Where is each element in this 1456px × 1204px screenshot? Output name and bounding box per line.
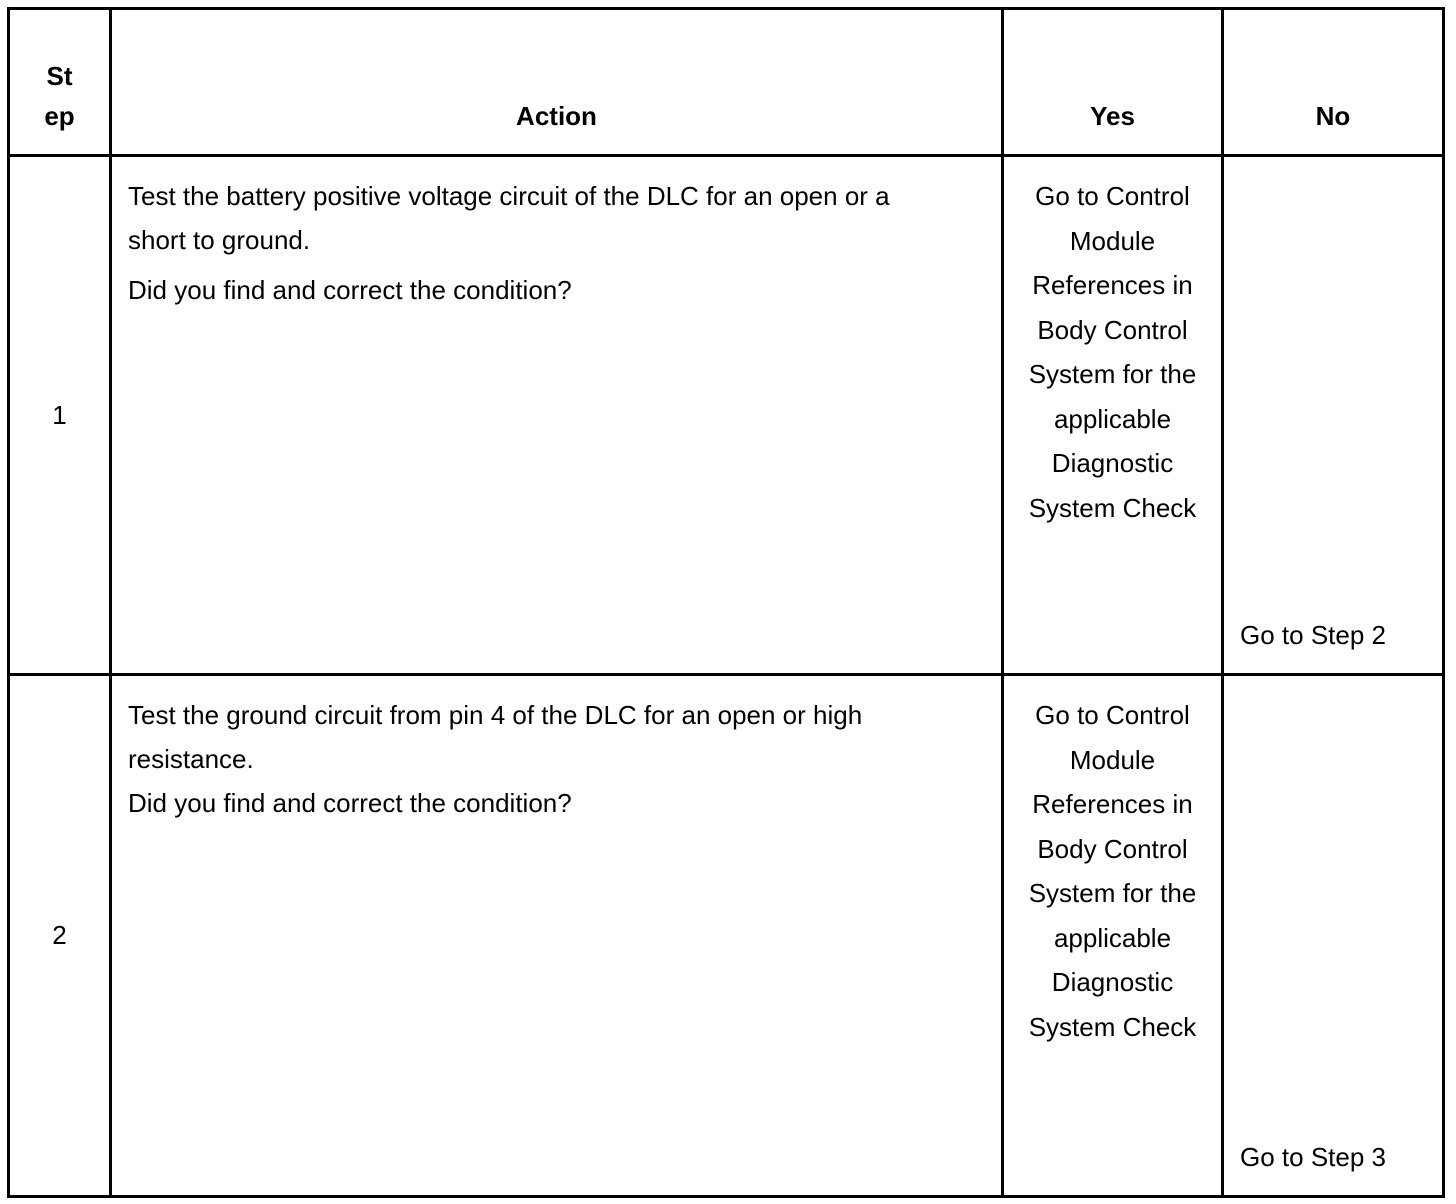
header-step-line2: ep xyxy=(44,101,75,131)
step-number: 1 xyxy=(9,156,111,675)
header-no: No xyxy=(1223,9,1444,156)
action-text: Test the battery positive voltage circuit of the DLC for an open or a short to ground. xyxy=(128,181,890,255)
no-cell: Go to Step 3 xyxy=(1223,675,1444,1197)
header-step-line1: St xyxy=(46,61,73,91)
action-question: Did you find and correct the condition? xyxy=(128,275,572,305)
action-text: Test the ground circuit from pin 4 of the DLC for an open or high resistance. xyxy=(128,700,863,774)
table-row xyxy=(9,675,1444,1197)
yes-cell: Go to Control Module References in Body Control System for the applicable Diagnostic System Check xyxy=(1003,675,1223,1197)
action-cell xyxy=(111,675,1003,1197)
header-step xyxy=(9,9,111,156)
table-header-row xyxy=(9,9,1444,156)
header-yes: Yes xyxy=(1003,9,1223,156)
yes-cell: Go to Control Module References in Body Control System for the applicable Diagnostic System Check xyxy=(1003,156,1223,675)
header-action: Action xyxy=(111,9,1003,156)
action-question: Did you find and correct the condition? xyxy=(128,788,572,818)
no-cell: Go to Step 2 xyxy=(1223,156,1444,675)
table-row xyxy=(9,156,1444,675)
action-cell xyxy=(111,156,1003,675)
diagnostic-step-table xyxy=(7,7,1445,1198)
step-number: 2 xyxy=(9,675,111,1197)
